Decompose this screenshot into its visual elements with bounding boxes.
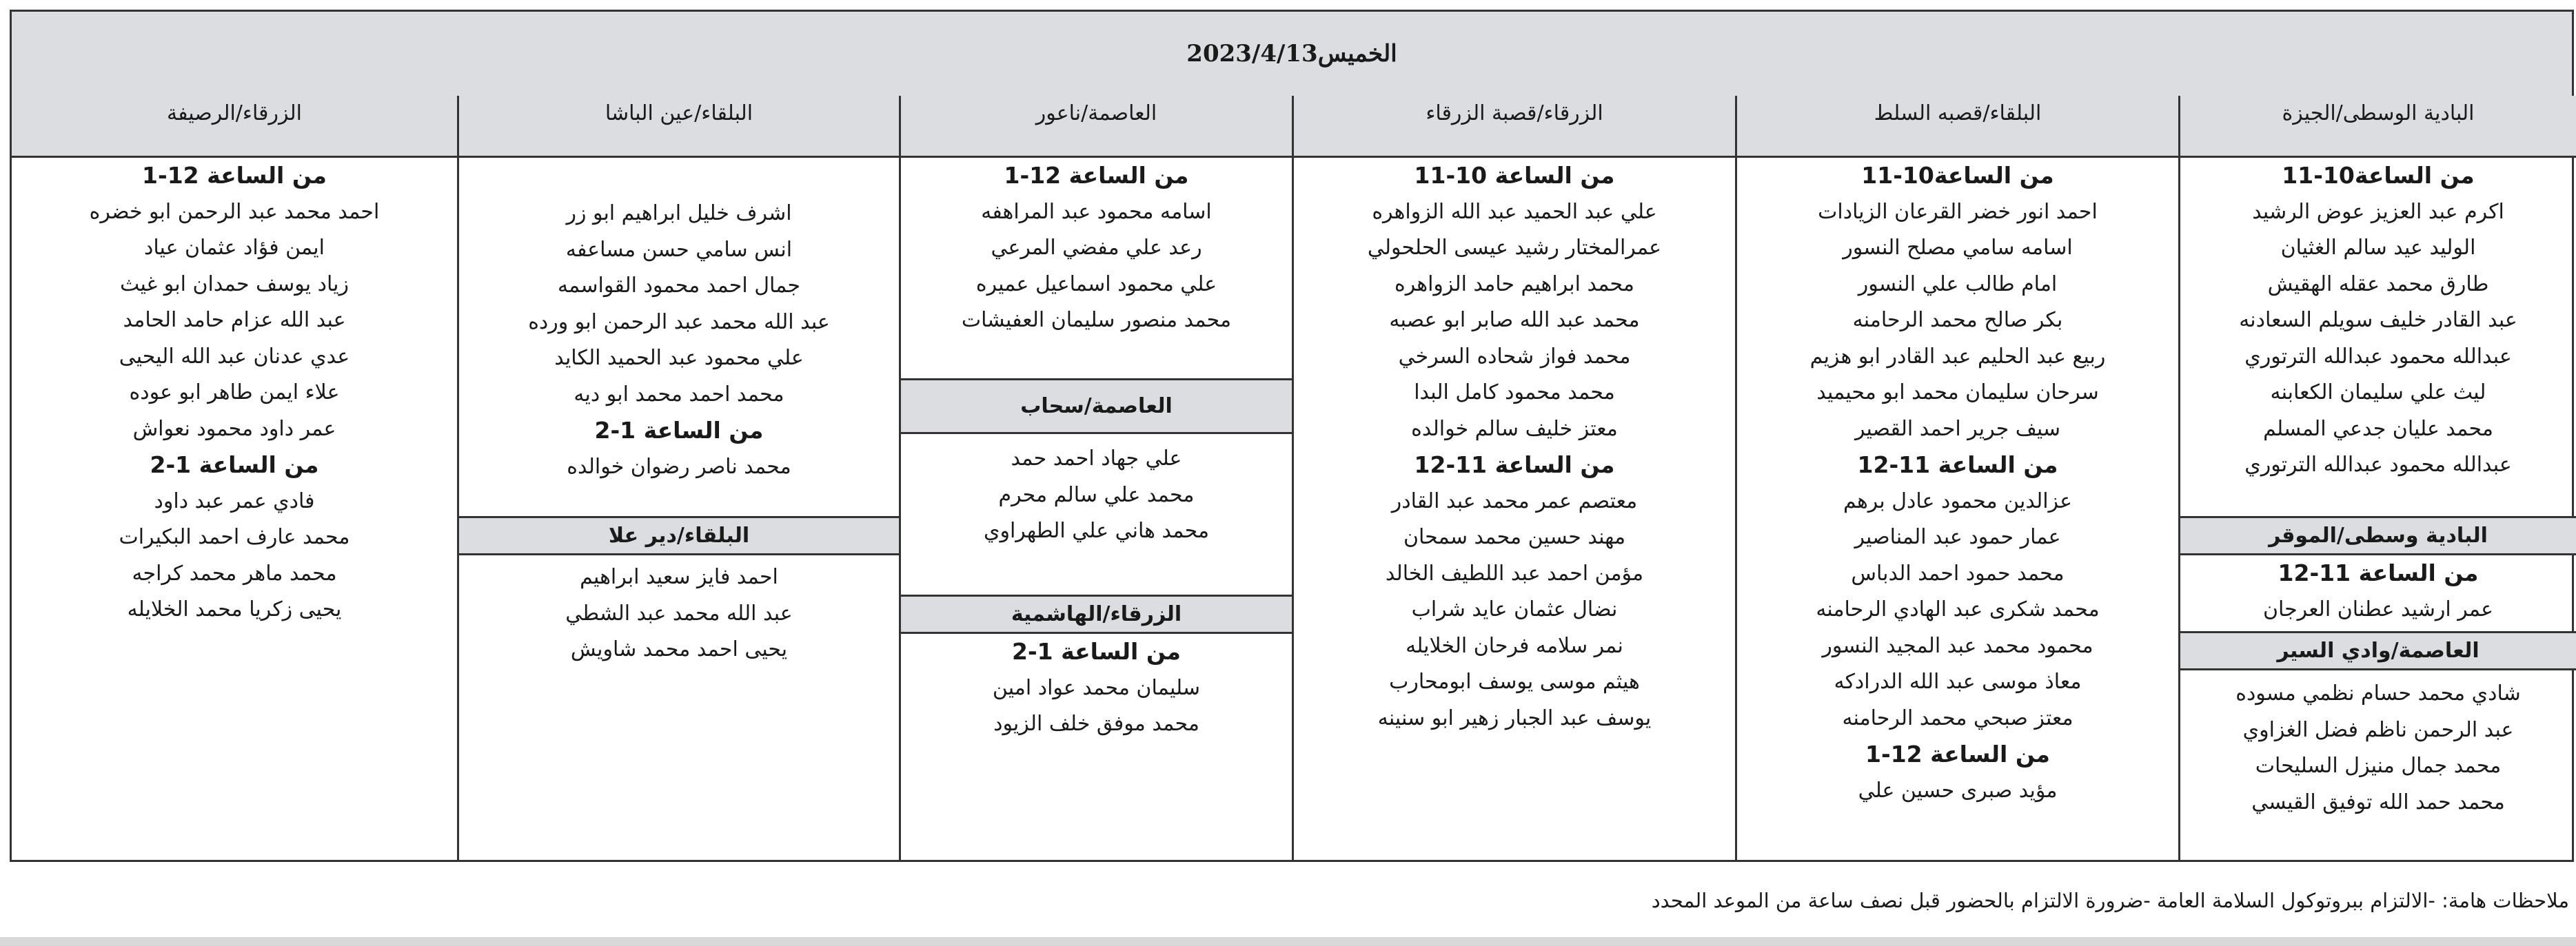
person-name: سرحان سليمان محمد ابو محيميد (1816, 380, 2099, 404)
time-slot-heading: من الساعة 12-1 (1004, 162, 1189, 189)
column-header: الزرقاء/قصبة الزرقاء (1294, 96, 1735, 158)
person-name: مؤمن احمد عبد اللطيف الخالد (1385, 561, 1644, 586)
column-header: البلقاء/عين الباشا (459, 96, 899, 158)
person-name: عبد الله محمد عبد الشطي (565, 601, 793, 626)
person-name: احمد فايز سعيد ابراهيم (580, 565, 778, 589)
person-name: عبدالله محمود عبدالله الترتوري (2244, 344, 2512, 369)
time-slot-heading: من الساعة 11-12 (2278, 559, 2479, 586)
region-column (12, 96, 457, 860)
person-name: معتصم عمر محمد عبد القادر (1391, 489, 1638, 513)
person-name: محمد موفق خلف الزيود (993, 712, 1199, 736)
person-name: يوسف عبد الجبار زهير ابو سنينه (1377, 706, 1652, 730)
schedule-section (901, 634, 1292, 860)
person-name: ايمن فؤاد عثمان عياد (144, 236, 325, 260)
person-name: محمود محمد عبد المجيد النسور (1822, 633, 2093, 658)
person-name: معتز صبحي محمد الرحامنه (1842, 706, 2073, 730)
person-name: فادي عمر عبد داود (154, 489, 315, 513)
person-name: عبد الله عزام حامد الحامد (123, 308, 346, 332)
person-name: محمد عارف احمد البكيرات (119, 525, 350, 549)
time-slot-heading: من الساعة10-11 (2282, 162, 2475, 189)
person-name: بكر صالح محمد الرحامنه (1852, 308, 2063, 332)
region-column (1735, 96, 2178, 860)
schedule-section (459, 158, 899, 516)
person-name: انس سامي حسن مساعفه (565, 237, 793, 262)
person-name: محمد علي سالم محرم (998, 482, 1195, 507)
person-name: مهند حسين محمد سمحان (1403, 525, 1626, 549)
time-slot-heading: من الساعة 12-1 (1865, 741, 2050, 768)
region-column (899, 96, 1292, 860)
time-slot-heading: من الساعة 11-12 (1857, 451, 2058, 478)
person-name: يحيى زكريا محمد الخلايله (127, 597, 342, 621)
person-name: عمار حمود عبد المناصير (1854, 525, 2061, 549)
person-name: محمد عليان جدعي المسلم (2263, 416, 2493, 441)
person-name: محمد عبد الله صابر ابو عصبه (1389, 308, 1640, 332)
person-name: محمد منصور سليمان العفيشات (961, 308, 1232, 332)
person-name: عمر ارشيد عطنان العرجان (2262, 597, 2494, 621)
person-name: عزالدين محمود عادل برهم (1843, 489, 2072, 513)
person-name: محمد ناصر رضوان خوالده (567, 454, 791, 479)
person-name: محمد احمد محمد ابو ديه (574, 382, 784, 407)
time-slot-heading: من الساعة 1-2 (594, 417, 764, 444)
column-header: البادية الوسطى/الجيزة (2180, 96, 2576, 158)
person-name: الوليد عيد سالم الغثيان (2280, 236, 2476, 260)
schedule-section (12, 158, 457, 860)
person-name: شادي محمد حسام نظمي مسوده (2235, 681, 2521, 706)
time-slot-heading: من الساعة 12-1 (142, 162, 327, 189)
schedule-section (459, 555, 899, 860)
person-name: اسامه محمود عبد المراهفه (981, 199, 1212, 224)
region-column (457, 96, 899, 860)
person-name: محمد حمود احمد الدباس (1851, 561, 2065, 586)
person-name: علي محمود عبد الحميد الكايد (554, 346, 804, 370)
section-subheader: العاصمة/سحاب (901, 378, 1292, 434)
schedule-section (901, 158, 1292, 378)
person-name: محمد حمد الله توفيق القيسي (2251, 790, 2505, 814)
schedule-table (10, 10, 2574, 862)
person-name: عبد القادر خليف سويلم السعادنه (2239, 308, 2517, 332)
schedule-section (2180, 555, 2576, 631)
schedule-section (1737, 158, 2178, 860)
region-column (2178, 96, 2576, 860)
person-name: ربيع عبد الحليم عبد القادر ابو هزيم (1809, 344, 2106, 369)
person-name: هيثم موسى يوسف ابومحارب (1389, 670, 1640, 694)
column-header: الزرقاء/الرصيفة (12, 96, 457, 158)
schedule-section (901, 434, 1292, 595)
person-name: رعد علي مفضي المرعي (991, 236, 1202, 260)
person-name: نمر سلامه فرحان الخلايله (1406, 633, 1623, 658)
person-name: اكرم عبد العزيز عوض الرشيد (2252, 199, 2504, 224)
person-name: محمد ماهر محمد كراجه (132, 561, 337, 586)
person-name: عبدالله محمود عبدالله الترتوري (2244, 453, 2512, 477)
person-name: اسامه سامي مصلح النسور (1843, 236, 2073, 260)
time-slot-heading: من الساعة10-11 (1861, 162, 2054, 189)
person-name: عدي عدنان عبد الله اليحيى (119, 344, 350, 369)
person-name: امام طالب علي النسور (1858, 271, 2058, 296)
region-column (1292, 96, 1735, 860)
section-subheader: العاصمة/وادي السير (2180, 631, 2576, 670)
person-name: علي جهاد احمد حمد (1011, 446, 1182, 471)
bottom-strip (0, 937, 2576, 946)
person-name: عمر داود محمود نعواش (132, 416, 336, 441)
person-name: اشرف خليل ابراهيم ابو زر (566, 201, 792, 225)
person-name: مؤيد صبرى حسين علي (1858, 778, 2058, 803)
person-name: احمد انور خضر القرعان الزيادات (1818, 199, 2098, 224)
person-name: علي محمود اسماعيل عميره (975, 271, 1217, 296)
time-slot-heading: من الساعة 1-2 (150, 451, 319, 478)
person-name: محمد ابراهيم حامد الزواهره (1395, 271, 1634, 296)
person-name: علاء ايمن طاهر ابو عوده (129, 380, 340, 404)
time-slot-heading: من الساعة 1-2 (1012, 638, 1181, 665)
section-subheader: الزرقاء/الهاشمية (901, 595, 1292, 634)
person-name: جمال احمد محمود القواسمه (557, 274, 801, 298)
time-slot-heading: من الساعة 11-12 (1414, 451, 1615, 478)
person-name: معاذ موسى عبد الله الدرادكه (1834, 670, 2082, 694)
column-header: البلقاء/قصبه السلط (1737, 96, 2178, 158)
person-name: ليث علي سليمان الكعابنه (2270, 380, 2486, 404)
person-name: احمد محمد عبد الرحمن ابو خضره (89, 199, 380, 224)
person-name: عبد الله محمد عبد الرحمن ابو ورده (528, 309, 830, 334)
person-name: محمد محمود كامل البدا (1414, 380, 1615, 404)
person-name: عمرالمختار رشيد عيسى الحلحولي (1367, 236, 1662, 260)
person-name: محمد جمال منيزل السليحات (2255, 754, 2502, 778)
person-name: محمد فواز شحاده السرخي (1398, 344, 1631, 369)
person-name: زياد يوسف حمدان ابو غيث (120, 271, 349, 296)
section-subheader: البادية وسطى/الموقر (2180, 516, 2576, 555)
person-name: محمد هاني علي الطهراوي (983, 519, 1210, 543)
person-name: علي عبد الحميد عبد الله الزواهره (1372, 199, 1657, 224)
person-name: نضال عثمان عايد شراب (1411, 597, 1618, 621)
person-name: سليمان محمد عواد امين (992, 675, 1201, 700)
person-name: محمد شكرى عبد الهادي الرحامنه (1816, 597, 2100, 621)
person-name: طارق محمد عقله الهقيش (2267, 271, 2489, 296)
schedule-section (1294, 158, 1735, 860)
time-slot-heading: من الساعة 10-11 (1414, 162, 1615, 189)
person-name: سيف جرير احمد القصير (1854, 416, 2061, 441)
schedule-section (2180, 158, 2576, 516)
person-name: يحيى احمد محمد شاويش (570, 637, 788, 661)
section-subheader: البلقاء/دير علا (459, 516, 899, 555)
date-title: الخميس2023/4/13 (12, 12, 2572, 98)
person-name: معتز خليف سالم خوالده (1411, 416, 1618, 441)
notes-text: ملاحظات هامة: -الالتزام ببروتوكول السلامة العامة -ضرورة الالتزام بالحضور قبل نصف ساعة من الموعد المحدد (1651, 889, 2569, 912)
schedule-section (2180, 670, 2576, 860)
person-name: عبد الرحمن ناظم فضل الغزاوي (2242, 717, 2514, 742)
column-header: العاصمة/ناعور (901, 96, 1292, 158)
